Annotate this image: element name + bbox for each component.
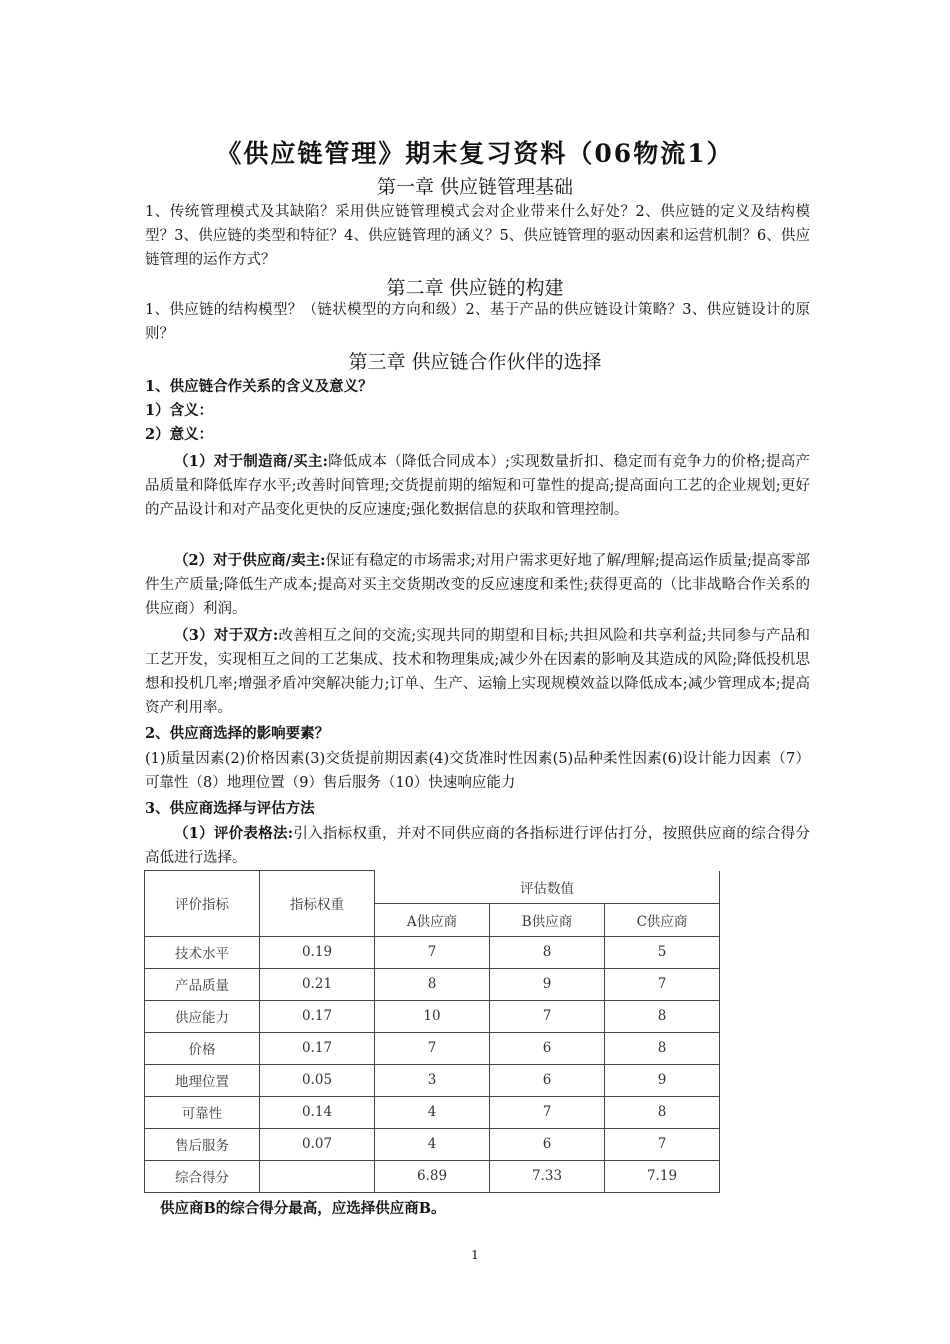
paragraph-both-text: 改善相互之间的交流;实现共同的期望和目标;共担风险和共享利益;共同参与产品和工艺开发，实现相互之间的工艺集成、技术和物理集成;减少外在因素的影响及其造成的风险;降低投机思想和投机几率;增强矛盾冲突解决能力;订单、生产、运输上实现规模效益以降低成本;减少管理成本;提高资产利用率。 [145, 628, 810, 716]
table-row [145, 1000, 720, 1032]
cell-indicator: 产品质量 [145, 968, 260, 1000]
cell-indicator: 供应能力 [145, 1000, 260, 1032]
cell-weight: 0.17 [260, 1000, 375, 1032]
cell-c: 5 [605, 936, 720, 968]
cell-weight: 0.17 [260, 1032, 375, 1064]
cell-b: 6 [490, 1128, 605, 1160]
cell-c: 8 [605, 1000, 720, 1032]
chapter-2-heading: 第二章 供应链的构建 [386, 277, 564, 299]
evaluation-table [144, 870, 720, 1193]
table-row [145, 1032, 720, 1064]
cell-a: 3 [375, 1064, 490, 1096]
cell-a: 7 [375, 936, 490, 968]
cell-total-weight [260, 1160, 375, 1192]
cell-c: 8 [605, 1096, 720, 1128]
chapter-2-text: 1、供应链的结构模型？（链状模型的方向和级）2、基于产品的供应链设计策略？3、供应链设计的原则？ [145, 302, 810, 342]
chapter-1-heading: 第一章 供应链管理基础 [376, 176, 574, 198]
header-evaluation-values: 评估数值 [375, 871, 720, 904]
cell-c: 7 [605, 968, 720, 1000]
cell-indicator: 可靠性 [145, 1096, 260, 1128]
header-indicator: 评价指标 [145, 871, 260, 937]
cell-a: 4 [375, 1128, 490, 1160]
cell-indicator: 价格 [145, 1032, 260, 1064]
question-2-text: (1)质量因素(2)价格因素(3)交货提前期因素(4)交货准时性因素(5)品种柔性因素(6)设计能力因素（7）可靠性（8）地理位置（9）售后服务（10）快速响应能力 [145, 751, 810, 791]
question-1: 1、供应链合作关系的含义及意义？ [145, 378, 373, 395]
table-row-total [145, 1160, 720, 1192]
header-supplier-c: C供应商 [605, 903, 720, 936]
cell-c: 7 [605, 1128, 720, 1160]
cell-a: 4 [375, 1096, 490, 1128]
question-1-meaning: 1）含义： [145, 402, 214, 419]
question-2: 2、供应商选择的影响要素？ [145, 725, 330, 742]
cell-weight: 0.05 [260, 1064, 375, 1096]
cell-b: 6 [490, 1032, 605, 1064]
question-3: 3、供应商选择与评估方法 [145, 800, 315, 817]
cell-indicator: 售后服务 [145, 1128, 260, 1160]
paragraph-evaluation-method [145, 822, 810, 870]
question-1-significance: 2）意义： [145, 426, 214, 443]
page-number: 1 [471, 1248, 479, 1262]
cell-total-a: 6.89 [375, 1160, 490, 1192]
cell-b: 7 [490, 1000, 605, 1032]
cell-b: 7 [490, 1096, 605, 1128]
paragraph-manufacturer-lead: （1）对于制造商/买主: [174, 453, 328, 470]
paragraph-both [145, 624, 810, 720]
cell-b: 8 [490, 936, 605, 968]
cell-weight: 0.21 [260, 968, 375, 1000]
paragraph-supplier-lead: （2）对于供应商/卖主: [174, 552, 326, 569]
cell-b: 6 [490, 1064, 605, 1096]
header-weight: 指标权重 [260, 871, 375, 937]
table-row [145, 1128, 720, 1160]
cell-weight: 0.19 [260, 936, 375, 968]
header-supplier-a: A供应商 [375, 903, 490, 936]
cell-total-c: 7.19 [605, 1160, 720, 1192]
cell-total-label: 综合得分 [145, 1160, 260, 1192]
paragraph-supplier-text: 保证有稳定的市场需求;对用户需求更好地了解/理解;提高运作质量;提高零部件生产质量;降低生产成本;提高对买主交货期改变的反应速度和柔性;获得更高的（比非战略合作关系的供应商）利润。 [145, 553, 810, 617]
cell-a: 7 [375, 1032, 490, 1064]
cell-total-b: 7.33 [490, 1160, 605, 1192]
document-title: 《供应链管理》期末复习资料（06物流1） [216, 139, 734, 168]
paragraph-both-lead: （3）对于双方: [174, 627, 279, 644]
cell-weight: 0.14 [260, 1096, 375, 1128]
table-row [145, 1096, 720, 1128]
cell-c: 8 [605, 1032, 720, 1064]
table-row [145, 1064, 720, 1096]
chapter-1-text: 1、传统管理模式及其缺陷？采用供应链管理模式会对企业带来什么好处？2、供应链的定义及结构模型？3、供应链的类型和特征？4、供应链管理的涵义？5、供应链管理的驱动因素和运营机制？6、供应链管理的运作方式？ [145, 204, 810, 268]
table-row [145, 936, 720, 968]
cell-a: 8 [375, 968, 490, 1000]
paragraph-manufacturer-text: 降低成本（降低合同成本）;实现数量折扣、稳定而有竞争力的价格;提高产品质量和降低库存水平;改善时间管理;交货提前期的缩短和可靠性的提高;提高面向工艺的企业规划;更好的产品设计和对产品变化更快的反应速度;强化数据信息的获取和管理控制。 [145, 454, 810, 518]
cell-b: 9 [490, 968, 605, 1000]
paragraph-evaluation-lead: （1）评价表格法: [174, 825, 294, 842]
cell-indicator: 技术水平 [145, 936, 260, 968]
cell-a: 10 [375, 1000, 490, 1032]
paragraph-supplier [145, 549, 810, 621]
conclusion-text: 供应商B的综合得分最高，应选择供应商B。 [160, 1200, 446, 1217]
table-row [145, 968, 720, 1000]
cell-indicator: 地理位置 [145, 1064, 260, 1096]
chapter-3-heading: 第三章 供应链合作伙伴的选择 [348, 351, 602, 373]
cell-c: 9 [605, 1064, 720, 1096]
cell-weight: 0.07 [260, 1128, 375, 1160]
paragraph-manufacturer [145, 450, 810, 522]
header-supplier-b: B供应商 [490, 903, 605, 936]
paragraph-evaluation-text: 引入指标权重，并对不同供应商的各指标进行评估打分，按照供应商的综合得分高低进行选择。 [145, 826, 810, 866]
